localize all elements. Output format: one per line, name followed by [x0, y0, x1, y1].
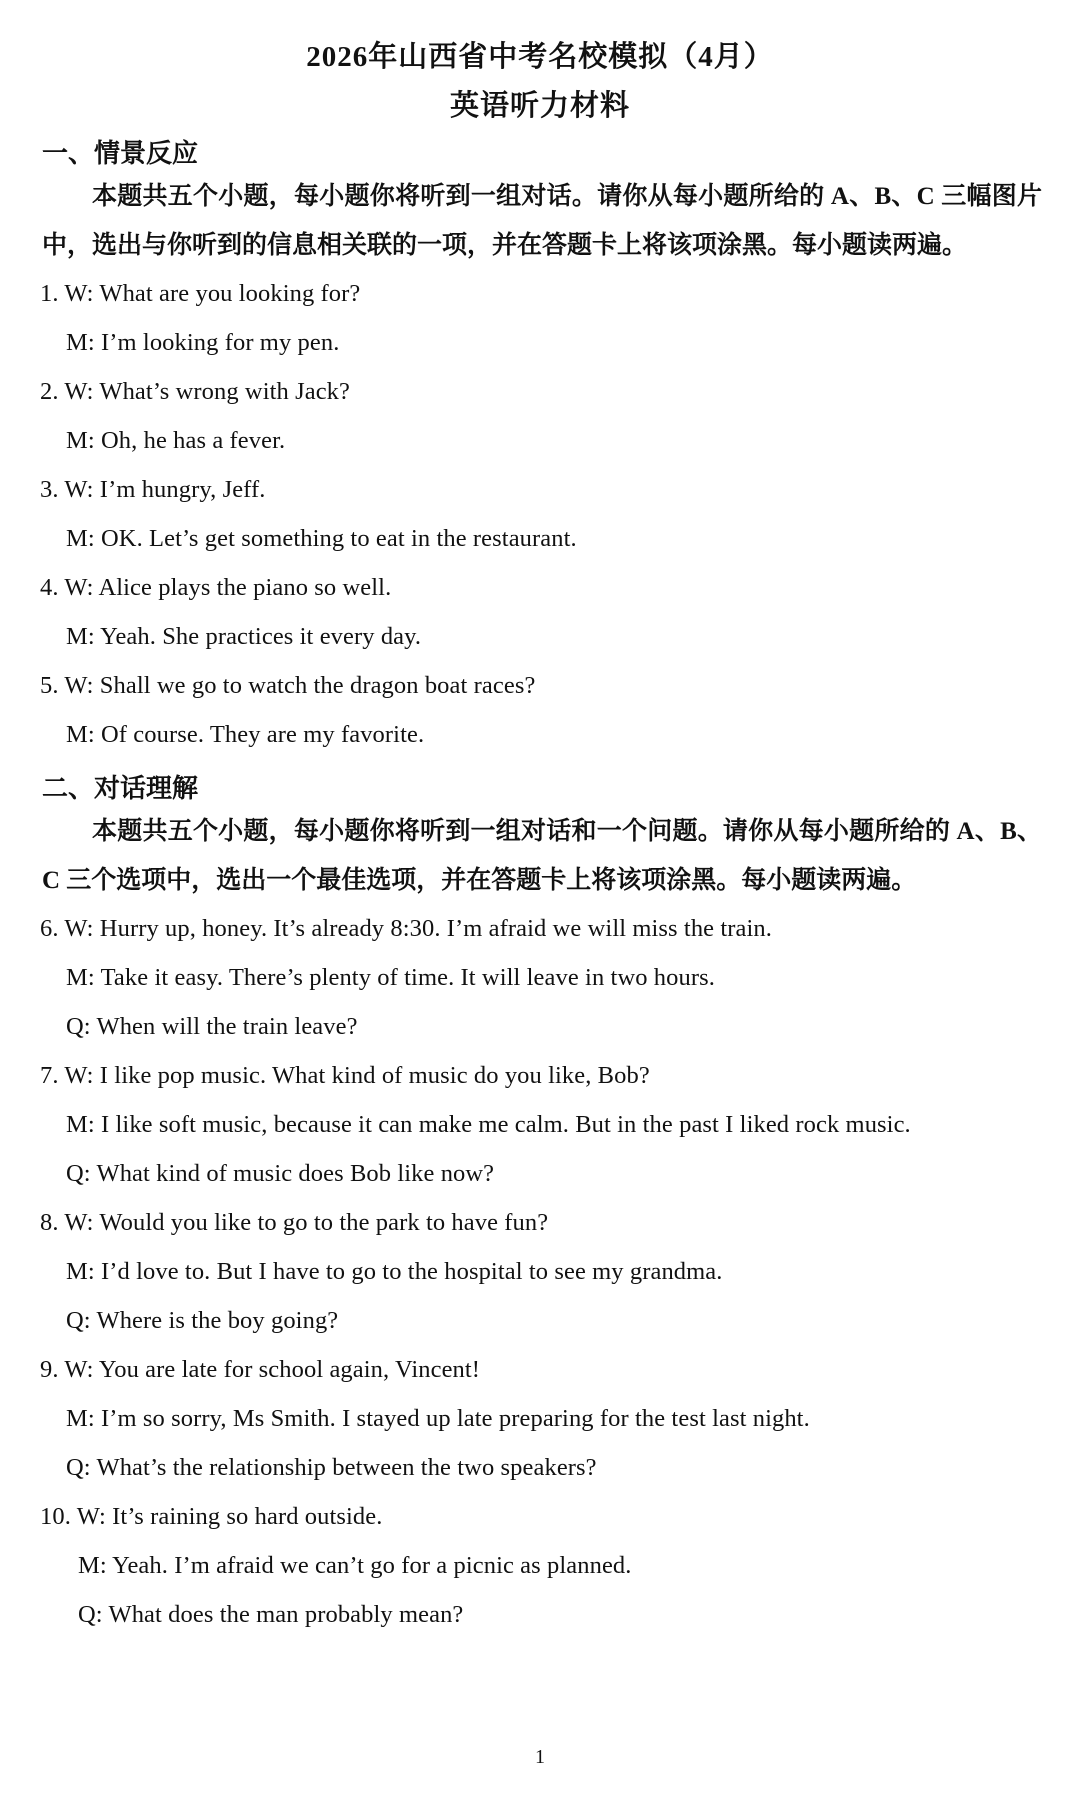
document-title: 2026年山西省中考名校模拟（4月） — [306, 41, 774, 73]
dialogue-line: 10. W: It’s raining so hard outside. — [40, 1503, 383, 1530]
section1-instructions: 本题共五个小题，每小题你将听到一组对话。请你从每小题所给的 A、B、C 三幅图片中，选出与你听到的信息相关联的一项，并在答题卡上将该项涂黑。每小题读两遍。 — [42, 183, 1042, 259]
section2-heading: 二、对话理解 — [42, 774, 199, 803]
dialogue-line: 8. W: Would you like to go to the park to have fun? — [40, 1209, 549, 1236]
dialogue-line: 4. W: Alice plays the piano so well. — [40, 574, 392, 601]
dialogue-line: M: Oh, he has a fever. — [66, 427, 286, 454]
dialogue-line: 7. W: I like pop music. What kind of music do you like, Bob? — [40, 1062, 650, 1089]
dialogue-line: Q: What does the man probably mean? — [78, 1601, 464, 1628]
dialogue-line: Q: What kind of music does Bob like now? — [66, 1160, 495, 1187]
document-subtitle: 英语听力材料 — [449, 90, 630, 122]
dialogue-line: M: I’m so sorry, Ms Smith. I stayed up late preparing for the test last night. — [66, 1405, 810, 1432]
dialogue-line: M: I’m looking for my pen. — [66, 329, 340, 356]
dialogue-line: Q: Where is the boy going? — [66, 1307, 339, 1334]
dialogue-line: M: Yeah. She practices it every day. — [66, 623, 422, 650]
dialogue-line: M: Yeah. I’m afraid we can’t go for a picnic as planned. — [78, 1552, 632, 1579]
section1-heading: 一、情景反应 — [42, 139, 199, 168]
dialogue-line: M: Of course. They are my favorite. — [66, 721, 425, 748]
dialogue-line: M: I like soft music, because it can make me calm. But in the past I liked rock music. — [66, 1111, 911, 1138]
dialogue-line: M: OK. Let’s get something to eat in the restaurant. — [66, 525, 577, 552]
dialogue-line: M: Take it easy. There’s plenty of time. It will leave in two hours. — [66, 964, 715, 991]
page-number: 1 — [535, 1746, 545, 1768]
dialogue-line: 3. W: I’m hungry, Jeff. — [40, 476, 266, 503]
dialogue-line: 9. W: You are late for school again, Vincent! — [40, 1356, 481, 1383]
dialogue-line: 5. W: Shall we go to watch the dragon boat races? — [40, 672, 536, 699]
dialogue-line: 2. W: What’s wrong with Jack? — [40, 378, 350, 405]
section2-instructions: 本题共五个小题，每小题你将听到一组对话和一个问题。请你从每小题所给的 A、B、C 三个选项中，选出一个最佳选项，并在答题卡上将该项涂黑。每小题读两遍。 — [42, 818, 1042, 894]
dialogue-line: 6. W: Hurry up, honey. It’s already 8:30. I’m afraid we will miss the train. — [40, 915, 772, 942]
dialogue-line: Q: When will the train leave? — [66, 1013, 358, 1040]
dialogue-line: Q: What’s the relationship between the two speakers? — [66, 1454, 597, 1481]
dialogue-line: 1. W: What are you looking for? — [40, 280, 361, 307]
dialogue-line: M: I’d love to. But I have to go to the hospital to see my grandma. — [66, 1258, 723, 1285]
